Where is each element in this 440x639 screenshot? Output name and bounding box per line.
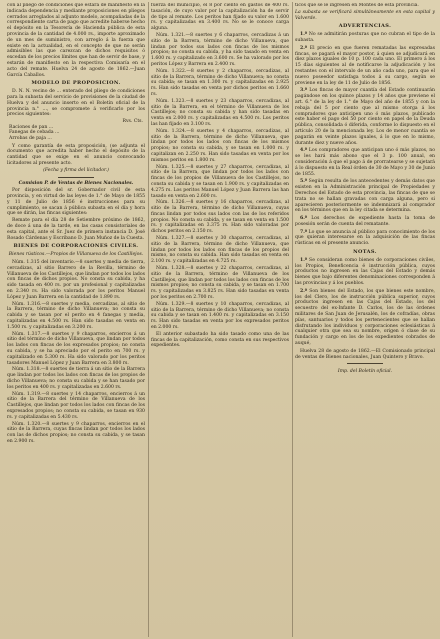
note-item: 3.ª Los fincas de mayor cuantía del Estado continuarán pagándose en los quince plazos y 14 años que previene el art. 6.° de la ley de 1.° de Mayo del año de 1855 y con la rebaja del 5 por ciento que al mismo otorga á los compradores que anticipen uno ó más plazos, publicado este haber el pago del 50 por ciento en papel de la Deuda pública, consolidada ó diferida, conforme lo dispuesto en el artículo 20 de la mencionada ley. Los de menor cuantía se pagarán en veinte plazos iguales, á lo que en lo mismo, durante diez y nueve años. bbox=[295, 88, 435, 146]
lot-entry: fuerza del municipio, el 8 por ciento en gastos de 400 rs. tasación, de cuyo valor por la capitalización ha de servir de tipo al remate. Los peritos han fijado su valor en 1.600 rs. y capitalizadas en 3.400 rs. No se le conoce carga alguna. bbox=[151, 3, 289, 32]
lot-entry: Núm. 1.318.—8 suertes de tierra á un sitio de la Barrera que lindan por todos los lados con fincas de los propios de dicho Villanueva; no consta su cabida y se han tasado por los peritos en 400 rs. y capitalizadas en 2.600 rs. bbox=[7, 367, 145, 390]
table-row: Fanegas de cebada ... bbox=[9, 130, 60, 136]
lot-entry: Núm. 1.321.—8 suertes y 6 chaparros, cercadizas á un sitio de la Barrera, término de dicho Villanueva, que lindan por todos sus lados con fincas de los mismos propios; no consta su cabida, y ha sido tasado en venta en 1.600 rs. y capitalizado en 3.600 rs. Se ha valorado por los peritos López y Barrera en 2.400 rs. bbox=[151, 32, 289, 67]
column-divider bbox=[292, 2, 293, 637]
separator-rule bbox=[58, 177, 94, 178]
goods-subheading: Bienes rústicos.—Propios de Villanueva de los Castillejos. bbox=[8, 252, 144, 258]
top-paragraph: ticos que se le ingresen en Montes de esta provincia. bbox=[295, 3, 419, 8]
lot-entry: Núm. 1.323.—8 suertes y 23 chaparros, cercadizas, al sitio de la Barrera, en el término de Villanueva de los Castillejos; no consta su cabida y han sido tasadas en venta en 2.000 rs. y capitalizadas en 4.500 rs. Los peritos las han fijado en 3.100 rs. bbox=[151, 98, 289, 127]
model-closing: Y como garantía de esta proposición, (se adjunta el documento que acredita haber hecho el depósito de la cantidad que se exige en el anuncio convocando licitadores al presente acto. bbox=[7, 143, 145, 166]
column-second bbox=[151, 3, 289, 636]
lot-entry: Núm. 1.319.—8 suertes y 14 chaparros, encierros á un sitio de la Barrera del término de Villanueva de los Castillejos, que lindan por todos los lados con fincas de los expresados propios; no consta su cabida, se tasan en 930 rs. y capitalizadas en 5.430 rs. bbox=[7, 391, 145, 420]
note-item: 6.ª Los derechos de expediente hasta la toma de posesión serán de cuenta del rematante. bbox=[295, 216, 435, 227]
separator-rule bbox=[347, 363, 383, 364]
table-header-value: Rvs. Cts. bbox=[122, 119, 143, 125]
intro-paragraph: con al pliego de condiciones que estará de manifiesto en la indicada dependencia y mediante proposiciones en pliegos cerrados arreglados al adjunto modelo, acompañadas de la correspondiente carta de pago que acredite haberse hecho el depósito en la Tesorería de Hacienda pública de esta provincia de la cantidad de 4.000 rs., importe aproximado de un mes de suministro, con arreglo á la fuerza que existe en la actualidad, en el concepto de que no serán admisibles las que carezcan de dichos requisitos ó excedan de los precios límites que han de servir de base, y estarán de manifiesto en la respectiva Comisaría en el acto del remate. Huelva 24 de agosto de 1862.—Juan García Caballos. bbox=[7, 3, 145, 78]
lot-entry: Núm. 1.320.—8 suertes y 9 chaparros, encierros en el sitio de la Barrera, cuyas fincas lindan por todos los lados con las de dichos propios; no consta su cabida, y se tasan en 2.900 rs. bbox=[7, 421, 145, 444]
closing-signature: Huelva 28 de agosto de 1862.—El Comisionado principal de ventas de Bienes nacionales, Juan Quintero y Bravo. bbox=[295, 348, 435, 360]
column-first bbox=[7, 3, 145, 636]
lot-entry: El anterior subastado ha sido tasado como una de las fincas de la capitalización, como consta en sus respectivos expedientes. bbox=[151, 331, 289, 349]
lot-entry: Núm. 1.328.—8 suertes y 22 chaparros, cercadizas, al sitio de la Barrera, término de Villanueva de los Castillejos, que lindan por todos los lados con fincas de los mismos propios; no consta su cabida, y se tasan en 1.700 rs. y capitalizadas en 3.825 rs. Han sido tasadas en venta por los peritos en 2.700 rs. bbox=[151, 266, 289, 301]
model-heading: MODELO DE PROPOSICION. bbox=[31, 80, 121, 87]
lot-entry: Núm. 1.317.—8 suertes y 9 chaparros, encierros á un sitio del término de dicho Villanueva, que lindan por todos los lados con fincas de los expresados propios; no consta su cabida, y se ha apreciado por el perito en 700 rs. y capitalizado en 5.300 rs. Ha sido valorado por los peritos tasadores Manuel López y Juan Barrera en 3.800 rs. bbox=[7, 331, 145, 366]
goods-heading: BIENES DE CORPORACIONES CIVILES. bbox=[13, 243, 139, 250]
lot-entry: Núm. 1.322.—8 suertes y 2 chaparros, cercadizas, al sitio de la Barrera, término de dicho Villanueva; no consta su cabida; se tasan en 1.300 rs. y capitalizadas en 2.925 rs. Han sido tasadas en venta por dichos peritos en 1.660 rs. bbox=[151, 68, 289, 97]
note-item: 4.ª Los compradores que anticipan uno ó más plazos, no se les hará más abono que el 3 p. 100 anual, en consideración á que el pago á de prorratearse y se sujetará á lo dispuesto en la Real órden de 30 de Mayo y 30 de Junio de 1855. bbox=[295, 148, 435, 177]
nota-item: 2.ª Son bienes del Estado, los que bienes este nombre, los del Clero, los de instrucción pública superior, cuyos productos ingresen en las Cajas del Estado, los del secuestro del ex-Infante D. Carlos, los de las órdenes militares de San Juan de Jerusalén, los de cofradías, obras pías, santuarios y todos los pertenecientes que se hallan disfrutando los individuos y corporaciones eclesiásticas á cualquier otra que sea su nombre, origen ó clase de su fundación y cargo en los de los expedientes cobrados de auqué, bbox=[295, 288, 435, 347]
table-row: Raciones de pan ... bbox=[9, 124, 54, 130]
lot-entry: Núm. 1.326.—8 suertes y 16 chaparros, cercadizas, al sitio de la Barrera, término de dicho Villanueva, cuyas fincas lindan por todos sus lados con las de los referidos propios. No consta su cabida, y se tasan en venta en 1.500 rs. y capitalizadas en 3.375 rs. Han sido valoradas por dichos peritos en 2.150 rs. bbox=[151, 200, 289, 235]
lot-entry: Núm. 1.316.—8 suertes y media, cercadizas, al sitio de la Barrera, término de dicho Villanueva; no consta su cabida y se tasan por el perito en 4 fanegas y media, capitalizadas en 4.500 rs. Han sido tasadas en venta en 1.500 rs. y capitalizadas en 3.200 rs. bbox=[7, 301, 145, 330]
lot-entry: Núm. 1.315 del inventario.—8 suertes y media de tierra, cercadizas, al sitio Barrero de la Revilla, término de Villanueva de los Castillejos, que lindan por todos los lados con fincas de dichos propios. No consta su cabida, y ha sido tasada en 400 rs. por un profesional y capitalizadas en 2.340 rs. Ha sido valorada por los peritos Manuel López y Juan Barrera en la cantidad de 1.890 rs. bbox=[7, 260, 145, 300]
note-item: 1.ª No se admitirán posturas que no cubran el tipo de la subasta. bbox=[295, 32, 435, 43]
lot-entry: Núm. 1.329.—8 suertes y 10 chaparros, cercadizas, al sitio de la Barrera, término de dicho Villanueva; no consta su cabida y se tasan en 1.400 rs. y capitalizadas en 3.150 rs. Han sido tasadas en venta por los expresados peritos en 2.000 rs. bbox=[151, 301, 289, 331]
model-text: D. N. N. vecino de ... enterado del pliego de condiciones para la subasta del servicio de provisiones de la ciudad de Huelva y del anuncio inserto en el Boletín oficial de la provincia n.° ..., se compromete á verificarlo por los precios siguientes: bbox=[7, 89, 145, 118]
table-row: Arrobas de paja ... bbox=[9, 135, 52, 141]
note-item: 2.ª El precio en que fueren rematadas las expresadas fincas, se pagará el mayor postor, á quien se adjudicará en diez plazos iguales de 10 p. 100 cada uno. El primero á los 15 días siguientes al de notificarse la adjudicación y los restantes con el intervalo de un año cada uno, para que el nuevo poseedor satisfaga todos á su cargo, según se previene en la ley de 11 de Julio de 1856. bbox=[295, 45, 435, 86]
imprint-line: Imp. del Boletín oficial. bbox=[337, 369, 393, 375]
commission-heading: Comision P. de Ventas de Bienes Nacionales. bbox=[18, 180, 134, 186]
note-item: 7.ª Lo que se anuncia al público para conocimiento de los que quieran interesarse en la adquisición de las fincas rústicas en el presente anuncio. bbox=[295, 229, 435, 247]
lot-entry: Núm. 1.327.—8 suertes y 30 chaparros, cercadizas, al sitio de la Barrera, término de dicho Villanueva, que lindan por todos los lados con fincas de los propios del mismo, no consta su cabida. Han sido tasadas en venta en 2.100 rs. y capitalizadas en 4.725 rs. bbox=[151, 236, 289, 265]
auction-date: Remate para el día 28 de Setiembre próximo de 1862, de doce á una de la tarde, en las casas consistoriales de esta capital, ante el Sr. Juez de primera instancia D. José Rosado Cárdenas y Escribano D. Juan Muñoz de la Cuesta. bbox=[7, 218, 145, 241]
model-table bbox=[7, 119, 145, 141]
lot-entry: Núm. 1.325.—8 suertes y 27 chaparros, cercadizas, al sitio de la Barrera, que lindan por todos los lados con fincas de los propios de Villanueva de los Castillejos, no consta su cabida y se tasan en 1.900 rs. y capitalizadas en 4.275 rs. Los peritos Manuel López y Juan Barrera las han tasado en venta en 2.600 rs. bbox=[151, 164, 289, 199]
notas-heading: NOTAS. bbox=[353, 249, 377, 256]
model-signature: (Fecha y firma del licitador.) bbox=[43, 167, 109, 173]
column-divider bbox=[148, 2, 149, 637]
column-third bbox=[295, 3, 435, 636]
note-item: 5.ª Según resulta de los antecedentes y demás datos que existen en la Administración principal de Propiedades y Derechos del Estado de esta provincia, las fincas de que se trata no se hallan gravadas con carga alguna, pero si aparecieren posteriormente se indemnizará al comprador en los términos que en la ley citada se determina. bbox=[295, 179, 435, 214]
lot-entry: Núm. 1.324.—8 suertes y 4 chaparros, cercadizas, al sitio de la Barrera, término de dicho Villanueva, que lindan por todos los lados con fincas de los mismos propios; no consta su cabida, y se tasan en 1.000 rs. y capitalizan en 2.250 rs. Han sido tasadas en venta por los mismos peritos en 1.800 rs. bbox=[151, 128, 289, 163]
advertencias-heading: ADVERTENCIAS. bbox=[338, 23, 392, 30]
commission-text: Por disposición del sr. Gobernador civil de esta provincia, y en virtud de las leyes de 1.° de Mayo de 1855 y 11 de Julio de 1856 é instrucciones para su cumplimiento, se sacan á pública subasta en el día y hora que se dirán, las fincas siguientes: bbox=[7, 188, 145, 217]
top-paragraph: La subasta se verificará simultáneamente en esta capital y Valverde. bbox=[295, 9, 435, 21]
nota-item: 1.ª Se consideran como bienes de corporaciones civiles, los Propios, Beneficencia é instrucción pública, cuyos productos no ingresen en las Cajas del Estado y demás bienes que bajo diferentes denominaciones corresponden á las provincias y á los pueblos. bbox=[295, 257, 435, 287]
